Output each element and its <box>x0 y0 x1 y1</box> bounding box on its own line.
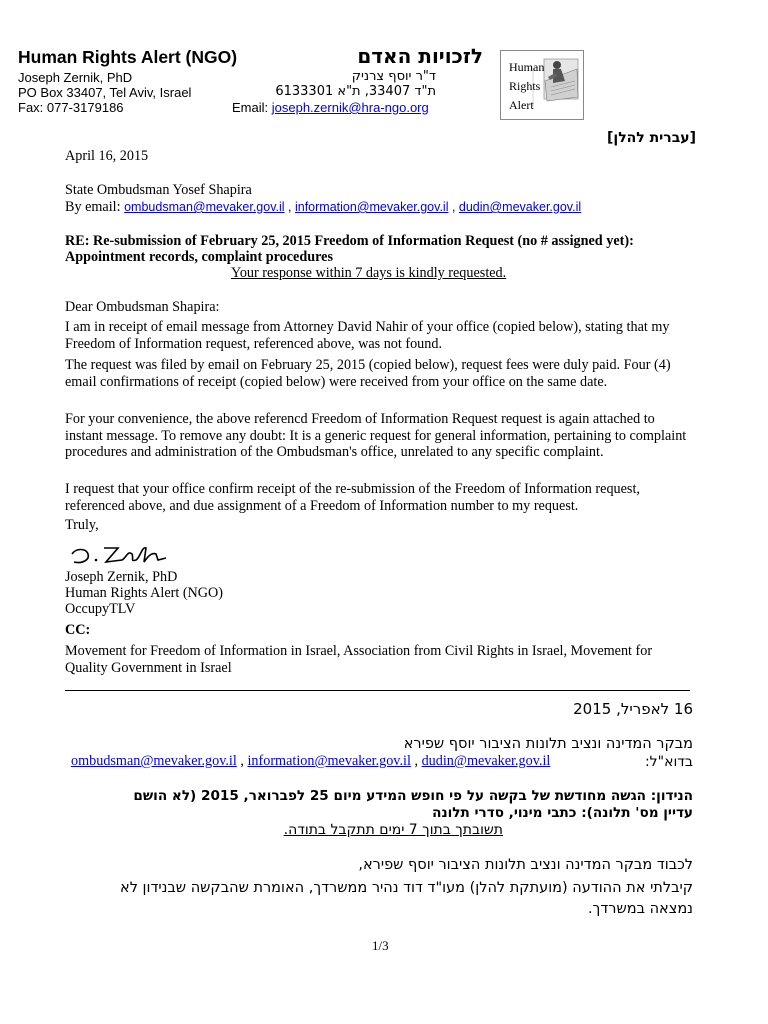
header-email-label: Email: <box>232 100 272 115</box>
email-separator: , <box>236 753 248 769</box>
header-person-en: Joseph Zernik, PhD <box>18 70 133 85</box>
hebrew-email-ombudsman[interactable]: ombudsman@mevaker.gov.il <box>71 753 237 769</box>
closing: Truly, <box>65 517 99 533</box>
logo-text-line2: Rights <box>509 79 541 93</box>
hebrew-email-dudin[interactable]: dudin@mevaker.gov.il <box>421 753 551 769</box>
hebrew-email-information[interactable]: information@mevaker.gov.il <box>247 753 411 769</box>
signer-org: Human Rights Alert (NGO) <box>65 585 224 601</box>
re-line-2: Appointment records, complaint procedures <box>65 249 333 265</box>
paragraph-4: I request that your office confirm receipt of the re-submission of the Freedom of Information request, referenced above, and due assignment of a Freedom of Information number to my request. <box>65 481 640 514</box>
section-divider <box>65 690 690 691</box>
re-line-1: RE: Re-submission of February 25, 2015 Freedom of Information Request (no # assigned yet): <box>65 233 634 249</box>
header-email-link[interactable]: joseph.zernik@hra-ngo.org <box>271 100 429 115</box>
hebrew-response-request: תשובתך בתוך 7 ימים תתקבל בתודה. <box>283 822 503 838</box>
hebrew-by-email-label: בדוא"ל: <box>644 754 693 770</box>
paragraph-3: For your convenience, the above referencd Freedom of Information Request request is again attached to instant message. To remove any doubt: It is a generic request for general information, pertaining to complaint procedures and administration of the Ombudsman's office, unrelated to any specific complaint. <box>65 411 687 460</box>
header-person-he: ד"ר יוסף צרניק <box>351 69 436 84</box>
email-separator: , <box>410 753 422 769</box>
org-name-hebrew: לזכויות האדם <box>357 44 483 68</box>
hebrew-below-note: [עברית להלן] <box>606 130 696 146</box>
org-logo <box>500 50 584 120</box>
paragraph-1: I am in receipt of email message from Attorney David Nahir of your office (copied below), stating that my Freedom of Information request, referenced above, was not found. <box>65 319 670 352</box>
org-name-english: Human Rights Alert (NGO) <box>18 47 238 67</box>
logo-text-line1: Human <box>509 60 545 74</box>
email-separator: , <box>284 200 295 214</box>
hebrew-subject-line-1: הנידון: הגשה מחודשת של בקשה על פי חופש המידע מיום 25 לפברואר, 2015 (לא הושם <box>133 788 693 804</box>
signer-name: Joseph Zernik, PhD <box>65 569 178 585</box>
salutation: Dear Ombudsman Shapira: <box>65 299 220 315</box>
signature-image <box>66 540 176 568</box>
letter-date: April 16, 2015 <box>65 148 149 164</box>
header-address-en: PO Box 33407, Tel Aviv, Israel <box>18 85 192 100</box>
cc-text: Movement for Freedom of Information in Israel, Association from Civil Rights in Israel, Movement for Quality Government in Israel <box>65 643 653 676</box>
hebrew-paragraph-1-line-1: קיבלתי את ההודעה (מועתקת להלן) מעו"ד דוד נהיר ממשרדך, האומרת שהבקשה שבנידון לא <box>120 880 693 896</box>
hebrew-salutation: לכבוד מבקר המדינה ונציב תלונות הציבור יוסף שפירא, <box>358 857 693 873</box>
logo-text-line3: Alert <box>509 98 534 112</box>
email-separator: , <box>448 200 459 214</box>
hebrew-paragraph-1-line-2: נמצאה במשרדך. <box>587 901 693 917</box>
header-address-he: ת"ד 33407, ת"א 6133301 <box>275 84 436 99</box>
header-fax-en: Fax: 077-3179186 <box>18 100 124 115</box>
signer-org2: OccupyTLV <box>65 601 136 617</box>
paragraph-2: The request was filed by email on February 25, 2015 (copied below), request fees were duly paid. Four (4) email confirmations of receipt (copied below) were received from your office on the same date. <box>65 357 671 390</box>
letter-by-email <box>65 199 581 216</box>
hebrew-recipient: מבקר המדינה ונציב תלונות הציבור יוסף שפירא <box>403 736 693 752</box>
header-email <box>232 100 429 115</box>
hebrew-date: 16 לאפריל, 2015 <box>573 700 693 718</box>
email-link-ombudsman[interactable]: ombudsman@mevaker.gov.il <box>124 200 285 214</box>
email-link-information[interactable]: information@mevaker.gov.il <box>294 200 449 214</box>
letter-recipient: State Ombudsman Yosef Shapira <box>65 182 252 198</box>
by-email-label: By email: <box>65 199 125 215</box>
email-link-dudin[interactable]: dudin@mevaker.gov.il <box>458 200 582 214</box>
page-number: 1/3 <box>372 938 389 953</box>
response-request: Your response within 7 days is kindly requested. <box>231 265 507 281</box>
hebrew-email-links <box>71 753 550 770</box>
cc-label: CC: <box>65 622 91 638</box>
hebrew-subject-line-2: עדיין מס' תלונה): כתבי מינוי, סדרי תלונה <box>432 805 693 821</box>
